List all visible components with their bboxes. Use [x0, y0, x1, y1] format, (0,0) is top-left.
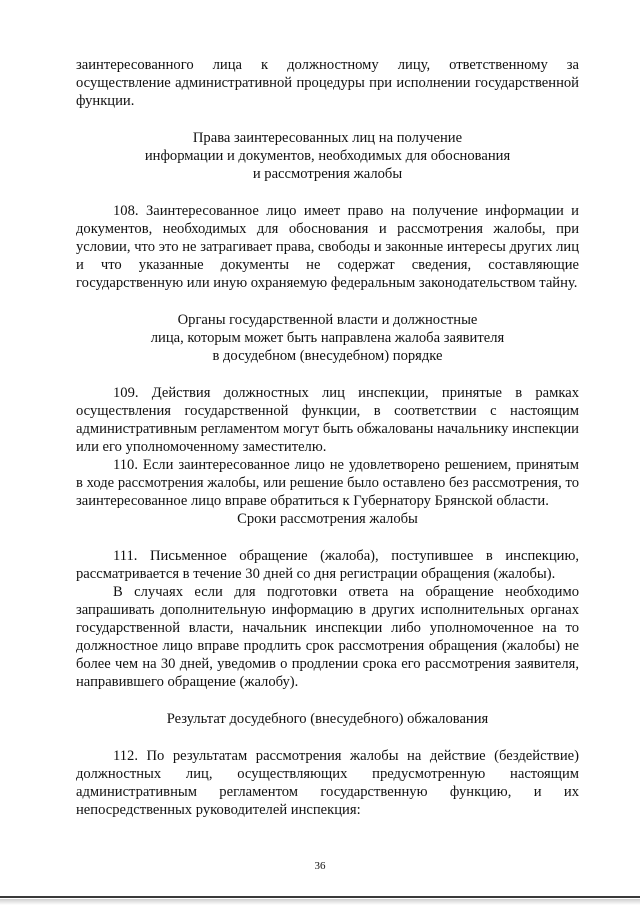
section-heading — [76, 510, 579, 528]
paragraph: заинтересованного лица к должностному лицу, ответственному за осуществление административной процедуры при исполнении государственной функции. — [76, 57, 579, 109]
paragraph: 112. По результатам рассмотрения жалобы на действие (бездействие) должностных лиц, осуществляющих предусмотренную настоящим административным регламентом государственную функцию, и их непосредственных руководителей инспекция: — [76, 748, 579, 818]
paragraph: 110. Если заинтересованное лицо не удовлетворено решением, принятым в ходе рассмотрения жалобы, или решение было оставлено без рассмотрения, то заинтересованное лицо вправе обратиться к Губернатору Брянской области. — [76, 457, 579, 509]
block-gap — [76, 110, 579, 129]
heading-line: Результат досудебного (внесудебного) обжалования — [166, 711, 489, 727]
block-gap — [76, 691, 579, 710]
heading-line: Права заинтересованных лиц на получение — [192, 130, 463, 146]
heading-line: лица, которым может быть направлена жалоба заявителя — [150, 330, 505, 346]
heading-line: в досудебном (внесудебном) порядке — [212, 348, 443, 364]
paragraph: 108. Заинтересованное лицо имеет право на получение информации и документов, необходимых для обоснования и рассмотрения жалобы, при условии, что это не затрагивает права, свободы и законные интересы других лиц и что указанные документы не содержат сведения, составляющие государственную или иную охраняемую федеральным законодательством тайну. — [76, 203, 579, 291]
block-gap — [76, 365, 579, 384]
section-heading — [76, 129, 579, 183]
heading-line: Сроки рассмотрения жалобы — [237, 511, 418, 527]
document-page — [76, 56, 579, 819]
heading-line: и рассмотрения жалобы — [252, 166, 403, 182]
heading-line: информации и документов, необходимых для обоснования — [144, 148, 511, 164]
block-gap — [76, 183, 579, 202]
block-gap — [76, 528, 579, 547]
scan-edge-line — [0, 896, 640, 898]
paragraph: В случаях если для подготовки ответа на обращение необходимо запрашивать дополнительную информацию в других исполнительных органах государственной власти, начальник инспекции либо уполномоченное на то должностное лицо вправе продлить срок рассмотрения обращения (жалобы) не более чем на 30 дней, уведомив о продлении срока его рассмотрения заявителя, направившего обращение (жалобу). — [76, 584, 579, 690]
block-gap — [76, 292, 579, 311]
block-gap — [76, 728, 579, 747]
scan-edge-shadow — [0, 899, 640, 905]
page-number: 36 — [314, 860, 326, 872]
section-heading — [76, 311, 579, 365]
section-heading — [76, 710, 579, 728]
paragraph: 111. Письменное обращение (жалоба), поступившее в инспекцию, рассматривается в течение 30 дней со дня регистрации обращения (жалобы). — [76, 548, 579, 582]
paragraph: 109. Действия должностных лиц инспекции, принятые в рамках осуществления государственной функции, в соответствии с настоящим административным регламентом могут быть обжалованы начальнику инспекции или его уполномоченному заместителю. — [76, 385, 579, 455]
heading-line: Органы государственной власти и должностные — [177, 312, 478, 328]
